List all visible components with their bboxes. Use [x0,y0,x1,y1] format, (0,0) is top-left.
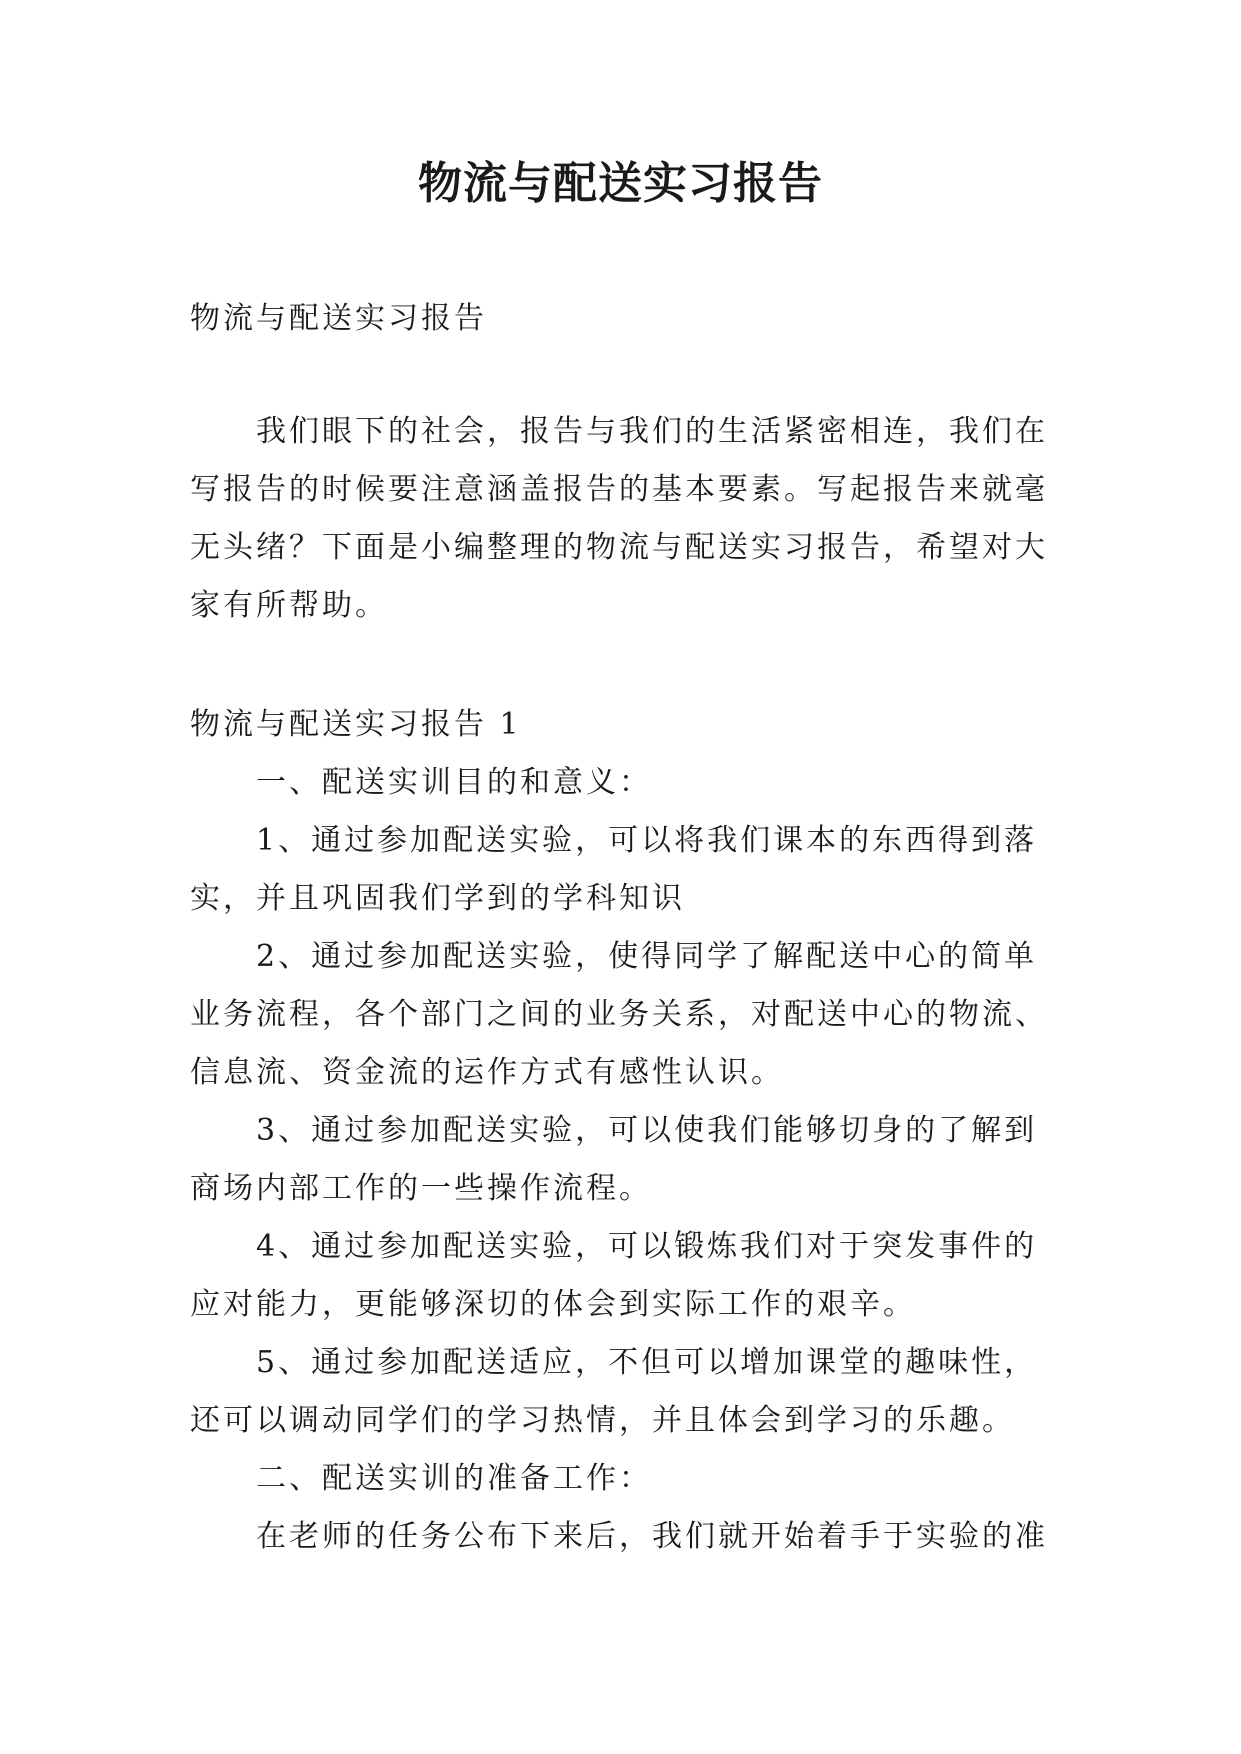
document-subtitle: 物流与配送实习报告 [190,301,487,336]
section-paragraph-preparation-heading: 二、配送实训的准备工作： [256,1461,652,1496]
intro-paragraph: 我们眼下的社会，报告与我们的生活紧密相连，我们在写报告的时候要注意涵盖报告的基本要素。写起报告来就毫无头绪？下面是小编整理的物流与配送实习报告，希望对大家有所帮助。 [190,414,1048,623]
section-paragraph-point-5: 5、通过参加配送适应，不但可以增加课堂的趣味性，还可以调动同学们的学习热情，并且体会到学习的乐趣。 [190,1345,1038,1438]
section-paragraph-preparation-text: 在老师的任务公布下来后，我们就开始着手于实验的准 [256,1519,1048,1554]
section-paragraph-point-1: 1、通过参加配送实验，可以将我们课本的东西得到落实，并且巩固我们学到的学科知识 [190,823,1038,916]
section-paragraph-purpose-heading: 一、配送实训目的和意义： [256,765,652,800]
document-title: 物流与配送实习报告 [418,158,823,209]
section-paragraph-point-2: 2、通过参加配送实验，使得同学了解配送中心的简单业务流程，各个部门之间的业务关系，对配送中心的物流、信息流、资金流的运作方式有感性认识。 [190,939,1048,1090]
section-paragraph-point-3: 3、通过参加配送实验，可以使我们能够切身的了解到商场内部工作的一些操作流程。 [190,1113,1038,1206]
section-heading: 物流与配送实习报告 1 [190,707,522,742]
section-paragraph-point-4: 4、通过参加配送实验，可以锻炼我们对于突发事件的应对能力，更能够深切的体会到实际工作的艰辛。 [190,1229,1038,1322]
report-section-1 [190,696,1050,1566]
